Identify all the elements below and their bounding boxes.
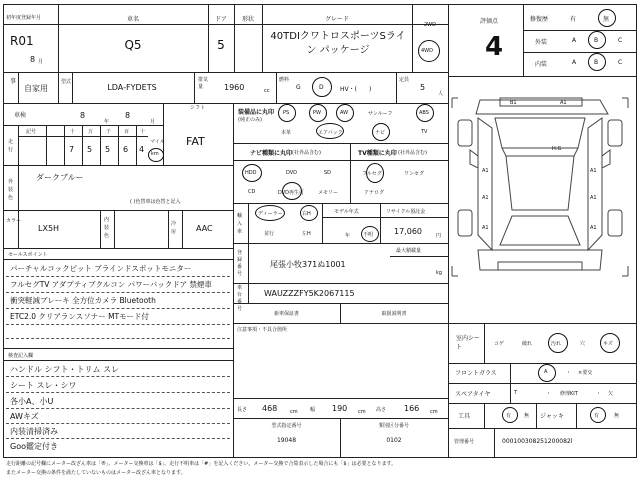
use-value: 自家用 (24, 84, 48, 93)
doors-label: ドア (215, 16, 227, 23)
sales-points-label: セールスポイント (8, 252, 48, 258)
diagram-mark-a1-left2: A1 (482, 195, 489, 201)
tools-label: 工具 (458, 413, 471, 420)
inspector-label: 検査記入欄 (8, 353, 34, 359)
ext-grade-a: A (572, 37, 577, 44)
jack-yes: 有 (594, 413, 600, 419)
inspector-line-6: Goo鑑定付き (10, 442, 58, 451)
diagram-mark-b1: B1 (510, 100, 517, 106)
nav-hdd: HDD (245, 170, 257, 176)
class-no-label: 類別区分番号 (378, 423, 409, 429)
type-value: LDA-FYDETS (107, 83, 157, 92)
diagram-mark-hg: H:G (552, 146, 562, 152)
notes-label: 注意事項・不具合箇所 (237, 327, 288, 333)
score-label: 評価点 (480, 18, 499, 25)
mgmt-value: 000100308251200082l (502, 438, 573, 445)
length-label: 長さ (237, 407, 248, 413)
footer-line-2: またメーター交換の条件を満たしていないものはメーター改ざん車となります。 (6, 470, 186, 476)
diagram-mark-a1-left: A1 (482, 168, 489, 174)
place-5: 十 (140, 129, 146, 135)
width-unit: cm (358, 409, 366, 415)
diagram-mark-a1-front: A1 (560, 100, 567, 106)
inspector-line-5: 内装清掃済み (10, 427, 58, 436)
sales-point-3: 衝突軽減ブレーキ 全方位カメラ Bluetooth (10, 296, 156, 305)
color-label: 外装色 (8, 179, 14, 201)
front-glass-a: A (544, 369, 548, 375)
tv-fullseg: フルセグ (362, 171, 382, 177)
capacity-label: 定員 (399, 77, 410, 83)
capacity-value: 5 (420, 83, 426, 92)
grade-value: 40TDIクワトロスポーツSライン パッケージ (270, 31, 406, 56)
nav-type-label: ナビ種類に丸印 (250, 150, 293, 157)
footer-line-1: 走行距離の記号欄にメーター改ざん車は「®」、メーター交換車は「$」、走行不明車は「#」を記入ください。メーター交換で合算表示した場合にも「$」は必要となります。 (6, 461, 397, 467)
first-reg-month-unit: 月 (38, 59, 44, 65)
color-code-label: カラー (6, 218, 22, 224)
fuel-hv: HV・( ) (340, 86, 372, 93)
tv-type-label: TV種類に丸印 (358, 150, 397, 157)
ext-grade-c: C (618, 37, 623, 44)
inspector-line-2: シート スレ・シワ (10, 381, 77, 390)
first-reg-label: 初年度登録年月 (6, 15, 42, 21)
chassis-label: 車台番号 (237, 285, 243, 312)
equip-sunroof: サンルーフ (368, 111, 393, 117)
mgmt-label: 管理番号 (454, 439, 475, 445)
type-label: 型式 (61, 79, 72, 85)
width-value: 190 (332, 404, 348, 413)
drive-2wd: 2WD (424, 22, 436, 28)
equip-abs: ABS (419, 110, 429, 116)
warranty-label: 新車保証書 (273, 311, 299, 317)
front-glass-sep: ・ (566, 370, 572, 376)
max-load-unit: kg (436, 270, 443, 276)
spare-missing: 欠 (608, 391, 614, 397)
displacement-value: 1960 (224, 83, 245, 92)
class-no-value: 0102 (386, 437, 402, 444)
mileage-digit-3: 5 (105, 145, 111, 154)
tools-no: 無 (524, 413, 530, 419)
model-year-label: モデル年式 (334, 209, 359, 215)
seat-label: 室内シート (456, 335, 481, 351)
tv-type-sub: (社外品含む) (398, 150, 427, 156)
diagram-mark-a1-rear-left: A1 (482, 225, 489, 231)
fuel-d: D (319, 84, 324, 91)
equipment-label: 装備品に丸印 (238, 109, 275, 116)
score-value: 4 (485, 32, 504, 62)
width-label: 幅 (310, 407, 316, 413)
registration-label: 登録番号 (237, 250, 243, 277)
sales-point-2: フルセグTV アダプティブクルコン パワーバックドア 禁煙車 (10, 280, 212, 289)
cc-unit: cc (264, 88, 270, 94)
recycle-label: リサイクル預託金 (386, 209, 426, 215)
height-label: 高さ (376, 407, 387, 413)
mileage-digit-5: 4 (139, 145, 145, 154)
model-name: Q5 (124, 38, 142, 52)
equipment-sub: (純正のみ) (238, 117, 262, 123)
import-dealer: ディーラー (258, 211, 283, 217)
inspection-year: 8 (80, 111, 86, 120)
max-load-label: 最大積載量 (396, 248, 422, 254)
front-glass-label: フロントガラス (455, 370, 497, 377)
inspection-label: 車検 (14, 112, 27, 119)
shift-label: シフト (190, 105, 206, 111)
manual-label: 取扱説明書 (381, 311, 407, 317)
nav-dvd: DVD (286, 170, 298, 176)
equip-pw: PW (313, 110, 321, 116)
color-value: ダークブルー (36, 173, 84, 182)
use-label-prefix: 事 (10, 78, 17, 85)
inspector-line-4: AWキズ (10, 412, 39, 421)
km-label: km (151, 151, 159, 157)
registration-value: 尾張小牧371ぬ1001 (270, 260, 346, 269)
ext-grade-b: B (594, 37, 599, 44)
import-label: 輸入車 (237, 213, 243, 235)
import-right-h: 右H (302, 211, 311, 217)
equip-ps: PS (283, 110, 290, 116)
mileage-digit-2: 5 (87, 145, 93, 154)
type-no-label: 型式指定番号 (271, 423, 302, 429)
fuel-label: 燃料 (279, 77, 290, 83)
equip-leather: 本革 (281, 130, 292, 136)
repair-no: 無 (603, 16, 610, 23)
grade-label: グレード (324, 16, 349, 23)
import-left-h: 左H (302, 231, 311, 237)
mileage-label: 走行 (8, 139, 14, 153)
drive-4wd: 4WD (421, 48, 433, 54)
type-no-value: 19048 (276, 437, 297, 444)
equip-navi: ナビ (375, 130, 386, 136)
int-grade-a: A (572, 59, 577, 66)
spare-kit: 修理KIT (560, 391, 578, 397)
inspector-line-1: ハンドル シフト・トリム スレ (10, 365, 120, 374)
seat-item-burn: コゲ (494, 341, 505, 347)
tv-analog: アナログ (364, 190, 385, 196)
color-note: ( )色替車は色替と記入 (130, 199, 181, 205)
interior-label: 内装 (535, 61, 548, 68)
nav-type-sub: (社外品含む) (292, 150, 321, 156)
sales-point-1: パーチャルコックピット ブラインドスポットモニター (10, 264, 192, 273)
first-reg-era: R01 (10, 34, 34, 48)
nav-dvd-play: DVD再生可 (278, 190, 305, 196)
seat-item-hole: 穴 (580, 341, 586, 347)
spare-sep-2: ・ (596, 391, 602, 397)
sales-point-4: ETC2.0 クリアランスソナー MTモード付 (10, 312, 149, 321)
equip-airbag: エアバック (318, 130, 343, 136)
equip-tv: TV (421, 129, 428, 135)
mile-label: マイル (150, 139, 165, 145)
place-2: 万 (88, 129, 94, 135)
height-unit: cm (430, 409, 438, 415)
spare-label: スペアタイヤ (455, 391, 491, 398)
ac-label: 冷房 (171, 221, 177, 235)
inspection-month: 8 (125, 111, 131, 120)
recycle-yen: 円 (436, 233, 442, 239)
spare-t: T (514, 390, 518, 396)
model-label: 車名 (126, 16, 139, 23)
jack-label: ジャッキ (540, 413, 564, 420)
jack-no: 無 (614, 413, 620, 419)
mileage-digit-4: 6 (123, 145, 129, 154)
mileage-digits-label: 記号 (26, 129, 37, 135)
mileage-digit-1: 7 (69, 145, 75, 154)
chassis-value: WAUZZZFY5K2067115 (264, 289, 355, 298)
first-reg-month: 8 (30, 55, 36, 64)
length-value: 468 (262, 404, 278, 413)
fuel-g: G (296, 84, 301, 91)
spare-sep-1: ・ (546, 391, 552, 397)
place-1: 十 (70, 129, 76, 135)
seat-item-dirt: 汚れ (551, 341, 562, 347)
height-value: 166 (404, 404, 420, 413)
shape-label: 形状 (241, 16, 254, 23)
seat-item-scratch: キズ (603, 341, 613, 347)
diagram-mark-a1-right2: A1 (590, 195, 597, 201)
model-year-unknown: 不明 (363, 232, 374, 238)
shift-value: FAT (186, 135, 205, 148)
diagram-mark-a1-rear-right: A1 (590, 225, 597, 231)
tools-yes: 有 (506, 413, 512, 419)
int-grade-b: B (594, 59, 599, 66)
seat-item-tear: 破れ (522, 341, 533, 347)
recycle-value: 17,060 (394, 227, 422, 236)
diagram-mark-a1-right: A1 (590, 168, 597, 174)
capacity-unit: 人 (438, 91, 444, 97)
repair-label: 修復歴 (530, 16, 549, 23)
int-grade-c: C (618, 59, 623, 66)
nav-cd: CD (248, 189, 256, 195)
inspection-month-unit: 月 (150, 119, 156, 125)
color-code: LX5H (38, 224, 60, 233)
exterior-label: 外装 (535, 39, 548, 46)
place-3: 千 (106, 129, 112, 135)
doors-value: 5 (217, 38, 225, 52)
inspection-year-unit: 年 (104, 119, 110, 125)
equip-aw: AW (340, 110, 349, 116)
place-4: 百 (124, 129, 130, 135)
front-glass-replace: ×要交 (578, 370, 593, 376)
repair-yes: 有 (570, 16, 577, 23)
inspector-line-3: 各小A、小U (10, 397, 54, 406)
length-unit: cm (290, 409, 298, 415)
import-parallel: 並行 (264, 231, 275, 237)
displacement-label: 排気量 (198, 77, 209, 90)
tv-oneseg: ワンセグ (404, 171, 425, 177)
ac-value: AAC (196, 224, 213, 233)
nav-memory: メモリー (318, 190, 339, 196)
model-year-unit: 年 (345, 233, 351, 239)
nav-sd: SD (324, 170, 332, 176)
interior-color-label: 内装色 (104, 217, 110, 239)
